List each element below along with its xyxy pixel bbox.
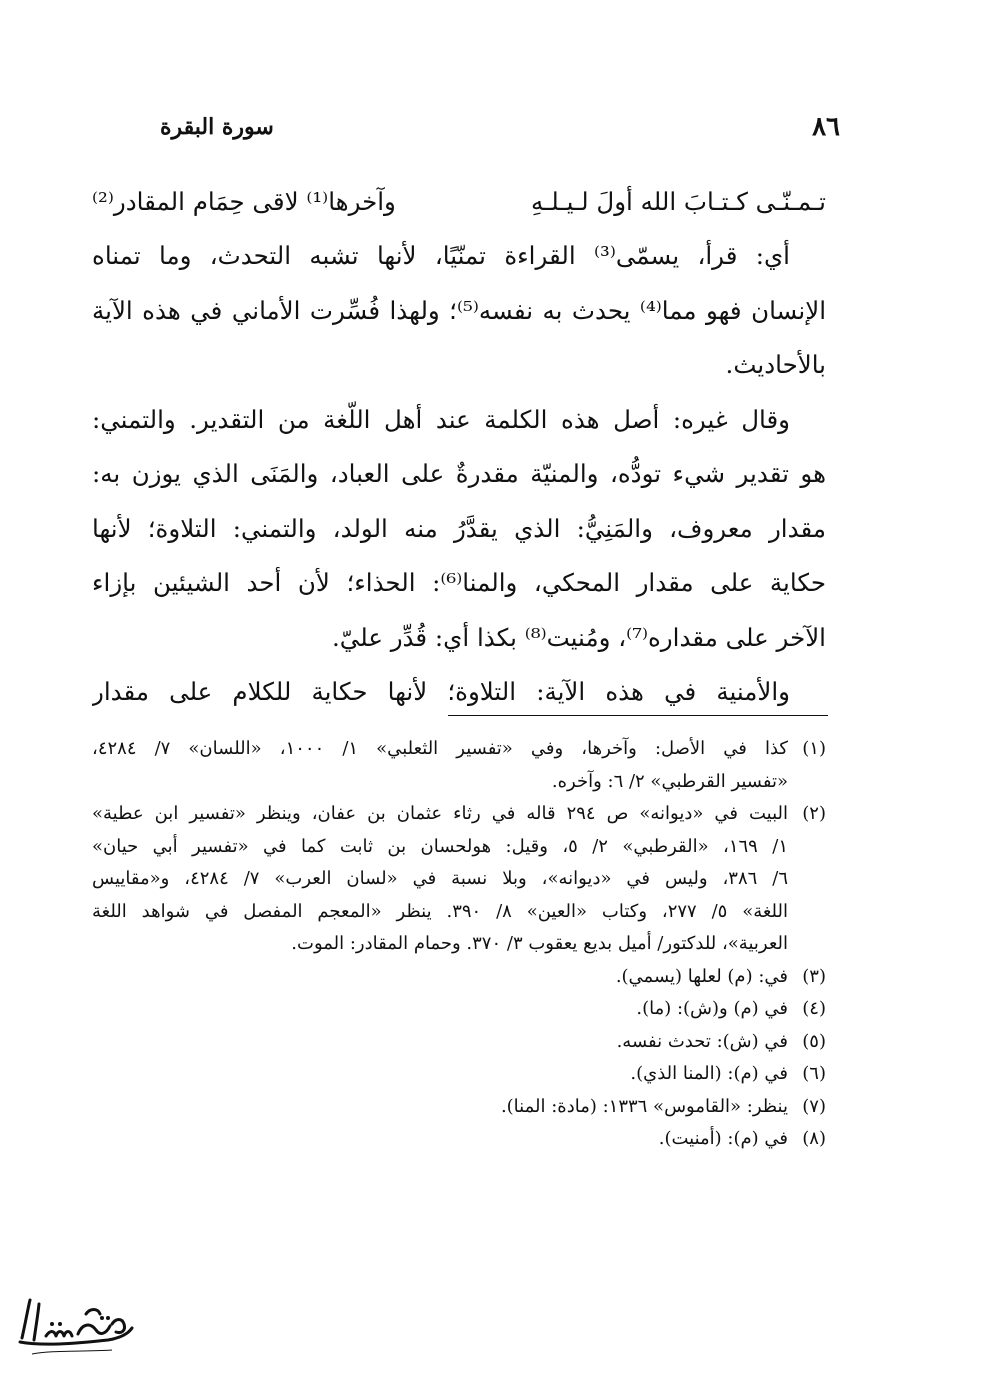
footnote-line: في (م) و(ش): (ما). — [636, 998, 788, 1019]
surah-title: سورة البقرة — [160, 114, 274, 140]
footnote-line: في (م): (أمنيت). — [658, 1128, 788, 1149]
footnote — [92, 1026, 826, 1059]
footnote-line: في (ش): تحدث نفسه. — [616, 1030, 788, 1052]
text-line: وقال غيره: أصل هذه الكلمة عند أهل اللّغة من التقدير. والتمني: — [92, 404, 790, 434]
footnote — [92, 1058, 826, 1091]
footnote-number: (٤) — [802, 998, 826, 1019]
footnote-number: (٨) — [802, 1128, 826, 1149]
footnote-line: اللغة» ٥/ ٢٧٧، وكتاب «العين» ٨/ ٣٩٠. ينظر «المعجم المفصل في شواهد اللغة — [92, 900, 788, 922]
footnote-line: العربية»، للدكتور/ أميل بديع يعقوب ٣/ ٣٧٠. وحمام المقادر: الموت. — [291, 933, 788, 954]
footnote — [92, 961, 826, 994]
footnote-line: ٦/ ٣٨٦، وليس في «ديوانه»، وبلا نسبة في «لسان العرب» ٧/ ٤٢٨٤، و«مقاييس — [92, 868, 788, 889]
footnote — [92, 1123, 826, 1156]
page-number: ٨٦ — [812, 112, 840, 142]
footnote-number: (٧) — [802, 1095, 826, 1117]
footnote — [92, 1091, 826, 1124]
footnote-number: (٣) — [802, 965, 826, 987]
footnote-line: ١/ ١٦٩، «القرطبي» ٢/ ٥، وقيل: هولحسان بن ثابت كما في «تفسير أبي حيان» — [92, 835, 788, 857]
text-line: بالأحاديث. — [725, 350, 826, 379]
text-line: أي: قرأ، يسمّى⁽³⁾ القراءة تمنّيًا، لأنها تشبه التحدث، وما تمناه — [92, 241, 790, 270]
footnote-number: (٢) — [802, 803, 826, 824]
watermark-logo — [12, 1290, 142, 1362]
paragraph-3 — [92, 665, 826, 720]
text-line: الإنسان فهو مما⁽⁴⁾ يحدث به نفسه⁽⁵⁾؛ ولهذا فُسِّرت الأماني في هذه الآية — [92, 295, 826, 325]
paragraph-2 — [92, 393, 826, 666]
poetry-verse — [92, 175, 826, 229]
footnote-number: (١) — [802, 738, 826, 759]
footnote-separator — [448, 715, 828, 716]
text-line: والأمنية في هذه الآية: التلاوة؛ لأنها حكاية للكلام على مقدار — [92, 677, 790, 706]
footnote-line: ينظر: «القاموس» ١٣٣٦: (مادة: المنا). — [500, 1095, 788, 1117]
main-text — [92, 175, 826, 720]
footnote — [92, 733, 826, 798]
paragraph-1 — [92, 229, 826, 393]
footnote — [92, 798, 826, 961]
text-line: حكاية على مقدار المحكي، والمنا⁽⁶⁾: الحذاء؛ لأن أحد الشيئين بإزاء — [92, 568, 826, 597]
footnote — [92, 993, 826, 1026]
page-header — [150, 112, 840, 152]
text-line: مقدار معروف، والمَنِيُّ: الذي يقدَّرُ منه الولد، والتمني: التلاوة؛ لأنها — [92, 513, 826, 543]
footnotes — [92, 733, 826, 1156]
text-line: هو تقدير شيء تودُّه، والمنيّة مقدرةٌ على العباد، والمَنَى الذي يوزن به: — [92, 459, 826, 488]
footnote-number: (٥) — [802, 1030, 826, 1052]
footnote-line: كذا في الأصل: وآخرها، وفي «تفسير الثعلبي» ١/ ١٠٠٠، «اللسان» ٧/ ٤٢٨٤، — [92, 738, 788, 759]
footnote-line: في: (م) لعلها (يسمي). — [615, 965, 788, 987]
footnote-line: البيت في «ديوانه» ص ٢٩٤ قاله في رثاء عثمان بن عفان، وينظر «تفسير ابن عطية» — [92, 803, 788, 824]
verse-first-hemistich: تـمـنّـى كـتـابَ الله أولَ لـيـلـهِ — [530, 187, 826, 216]
text-line: الآخر على مقداره⁽⁷⁾، ومُنيت⁽⁸⁾ بكذا أي: قُدِّر عليّ. — [332, 622, 826, 652]
footnote-line: في (م): (المنا الذي). — [630, 1063, 788, 1084]
verse-second-hemistich: وآخرها⁽¹⁾ لاقى حِمَام المقادر⁽²⁾ — [92, 187, 396, 216]
footnote-line: «تفسير القرطبي» ٢/ ٦: وآخره. — [551, 770, 788, 792]
footnote-number: (٦) — [802, 1063, 826, 1084]
